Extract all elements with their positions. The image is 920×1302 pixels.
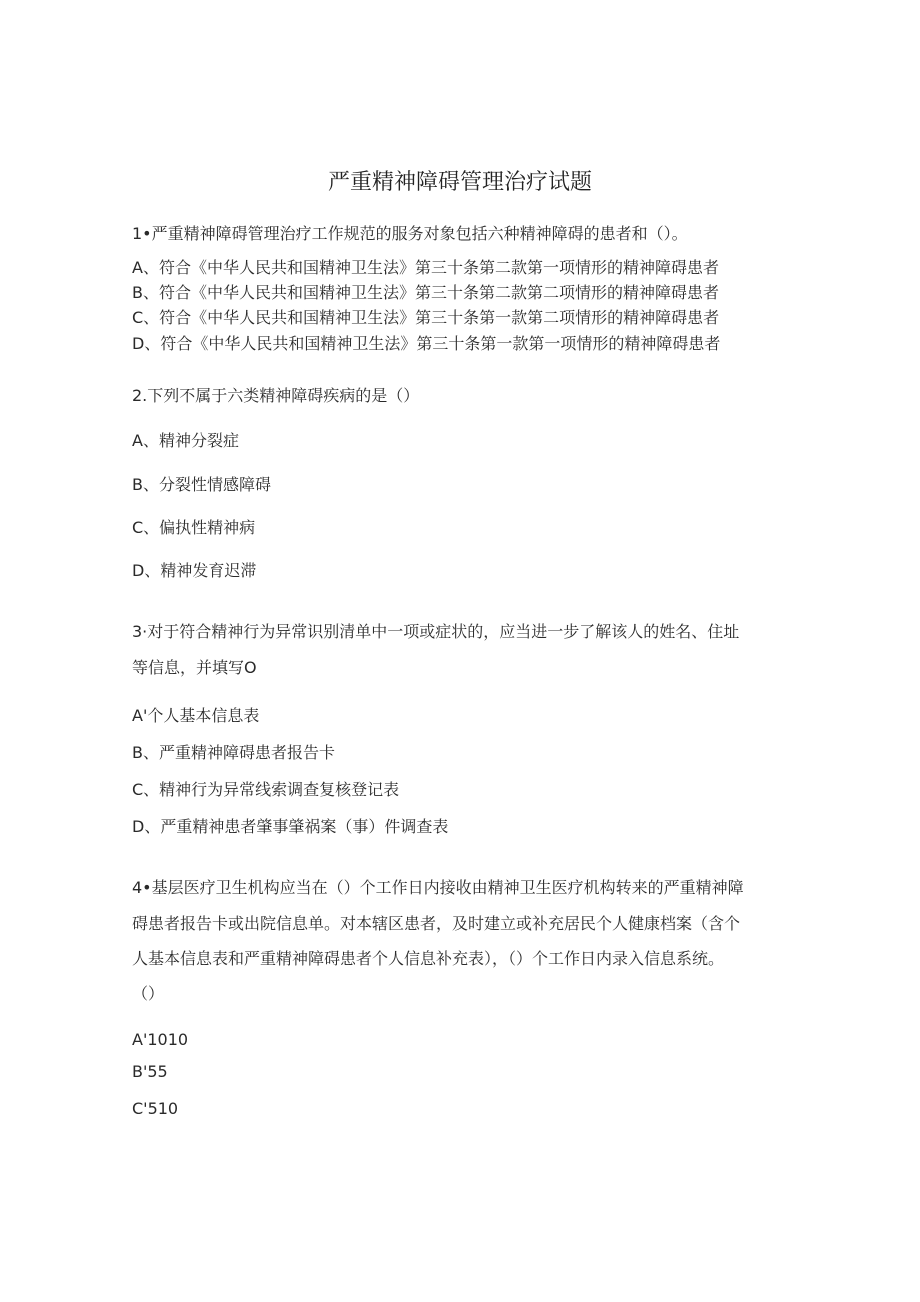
question-2-stem: 2.下列不属于六类精神障碍疾病的是（） <box>132 386 420 405</box>
question-4-stem-line-4: （） <box>132 984 165 1003</box>
question-4-stem-line-1: 4•基层医疗卫生机构应当在（）个工作日内接收由精神卫生医疗机构转来的严重精神障 <box>132 878 744 897</box>
question-2-option-a: A、精神分裂症 <box>132 431 239 450</box>
question-4-option-c: C'510 <box>132 1099 179 1118</box>
question-1-option-c: C、符合《中华人民共和国精神卫生法》第三十条第一款第二项情形的精神障碍患者 <box>132 308 720 327</box>
question-4-option-a: A'1010 <box>132 1030 189 1049</box>
question-2-option-b: B、分裂性情感障碍 <box>132 475 271 494</box>
question-1-option-b: B、符合《中华人民共和国精神卫生法》第三十条第二款第二项情形的精神障碍患者 <box>132 283 719 302</box>
question-2-option-c: C、偏执性精神病 <box>132 518 256 537</box>
document-title: 严重精神障碍管理治疗试题 <box>327 170 592 195</box>
question-1-option-d: D、符合《中华人民共和国精神卫生法》第三十条第一款第一项情形的精神障碍患者 <box>132 334 721 353</box>
question-1-stem: 1•严重精神障碍管理治疗工作规范的服务对象包括六种精神障碍的患者和（）。 <box>132 224 688 243</box>
question-4-option-b: B'55 <box>132 1062 168 1081</box>
question-3-option-c: C、精神行为异常线索调查复核登记表 <box>132 780 400 799</box>
question-3-option-a: A'个人基本信息表 <box>132 706 260 725</box>
question-3-stem-line-1: 3·对于符合精神行为异常识别清单中一项或症状的，应当进一步了解该人的姓名、住址 <box>132 622 740 641</box>
question-3-option-d: D、严重精神患者肇事肇祸案（事）件调查表 <box>132 817 449 836</box>
question-3-stem-line-2: 等信息，并填写O <box>132 658 257 677</box>
question-3-option-b: B、严重精神障碍患者报告卡 <box>132 743 335 762</box>
question-1-option-a: A、符合《中华人民共和国精神卫生法》第三十条第二款第一项情形的精神障碍患者 <box>132 258 719 277</box>
question-4-stem-line-3: 人基本信息表和严重精神障碍患者个人信息补充表），（）个工作日内录入信息系统。 <box>132 949 725 968</box>
question-4-stem-line-2: 碍患者报告卡或出院信息单。对本辖区患者，及时建立或补充居民个人健康档案（含个 <box>132 914 741 933</box>
question-2-option-d: D、精神发育迟滞 <box>132 561 257 580</box>
